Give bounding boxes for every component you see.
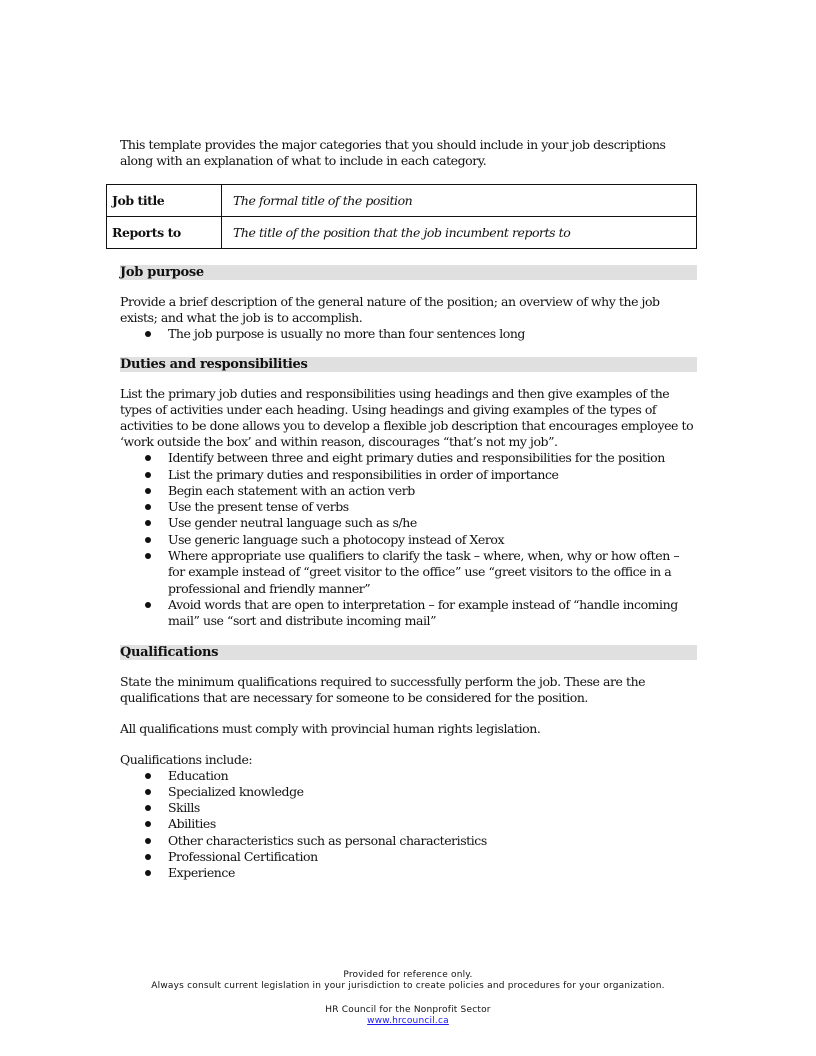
list-item: List the primary duties and responsibilities in order of importance bbox=[120, 467, 697, 483]
list-item: Education bbox=[120, 768, 697, 784]
page-footer bbox=[0, 970, 816, 1027]
qualifications-legislation-text: All qualifications must comply with provincial human rights legislation. bbox=[120, 720, 541, 736]
intro-paragraph: This template provides the major categories that you should include in your job descriptions along with an explanation of what to include in each category. bbox=[120, 137, 666, 168]
list-item: Begin each statement with an action verb bbox=[120, 483, 697, 499]
list-item: Avoid words that are open to interpretation – for example instead of “handle incoming mail” use “sort and distribute incoming mail” bbox=[120, 597, 697, 630]
list-item: Where appropriate use qualifiers to clarify the task – where, when, why or how often – for example instead of “greet visitor to the office” use “greet visitors to the office in a professional and friendly manner” bbox=[120, 548, 697, 597]
job-purpose-heading: Job purpose bbox=[120, 265, 697, 280]
duties-list bbox=[120, 450, 697, 629]
list-item: Other characteristics such as personal characteristics bbox=[120, 833, 697, 849]
job-info-table bbox=[106, 184, 697, 249]
job-purpose-text: Provide a brief description of the general nature of the position; an overview of why the job exists; and what the job is to accomplish. bbox=[120, 294, 660, 325]
list-item: Use generic language such a photocopy instead of Xerox bbox=[120, 532, 697, 548]
qualifications-text: State the minimum qualifications required to successfully perform the job. These are the qualifications that are necessary for someone to be considered for the position. bbox=[120, 673, 646, 705]
footer-website-link[interactable]: www.hrcouncil.ca bbox=[367, 1016, 449, 1026]
list-item: Specialized knowledge bbox=[120, 784, 697, 800]
list-item: Professional Certification bbox=[120, 849, 697, 865]
list-item: Use the present tense of verbs bbox=[120, 499, 697, 515]
table-row bbox=[107, 217, 697, 249]
list-item: Use gender neutral language such as s/he bbox=[120, 515, 697, 531]
document-body bbox=[112, 137, 697, 897]
reports-to-label: Reports to bbox=[107, 217, 222, 249]
footer-spacer bbox=[0, 992, 816, 1005]
footer-reference-note: Provided for reference only. bbox=[343, 970, 473, 980]
duties-text: List the primary job duties and responsibilities using headings and then give examples of the types of activities under each heading. Using headings and giving examples of the types of activities to be done allows you to develop a flexible job description that encourages employee to ‘work outside the box’ and within reason, discourages “that’s not my job”. bbox=[120, 386, 694, 450]
duties-heading: Duties and responsibilities bbox=[120, 357, 697, 372]
job-title-label: Job title bbox=[107, 185, 222, 217]
list-item: Abilities bbox=[120, 816, 697, 832]
footer-organization: HR Council for the Nonprofit Sector bbox=[325, 1005, 491, 1015]
footer-link-row bbox=[0, 1016, 816, 1027]
list-item: Skills bbox=[120, 800, 697, 816]
job-purpose-list bbox=[120, 326, 697, 342]
list-item: The job purpose is usually no more than four sentences long bbox=[120, 326, 697, 342]
qualifications-heading: Qualifications bbox=[120, 645, 697, 660]
table-row bbox=[107, 185, 697, 217]
list-item: Identify between three and eight primary duties and responsibilities for the position bbox=[120, 450, 697, 466]
qualifications-list bbox=[120, 768, 697, 882]
list-item: Experience bbox=[120, 865, 697, 881]
qualifications-include-label: Qualifications include: bbox=[120, 751, 253, 767]
job-title-value: The formal title of the position bbox=[222, 185, 697, 217]
footer-legislation-note: Always consult current legislation in your jurisdiction to create policies and procedures for your organization. bbox=[151, 981, 665, 991]
reports-to-value: The title of the position that the job incumbent reports to bbox=[222, 217, 697, 249]
